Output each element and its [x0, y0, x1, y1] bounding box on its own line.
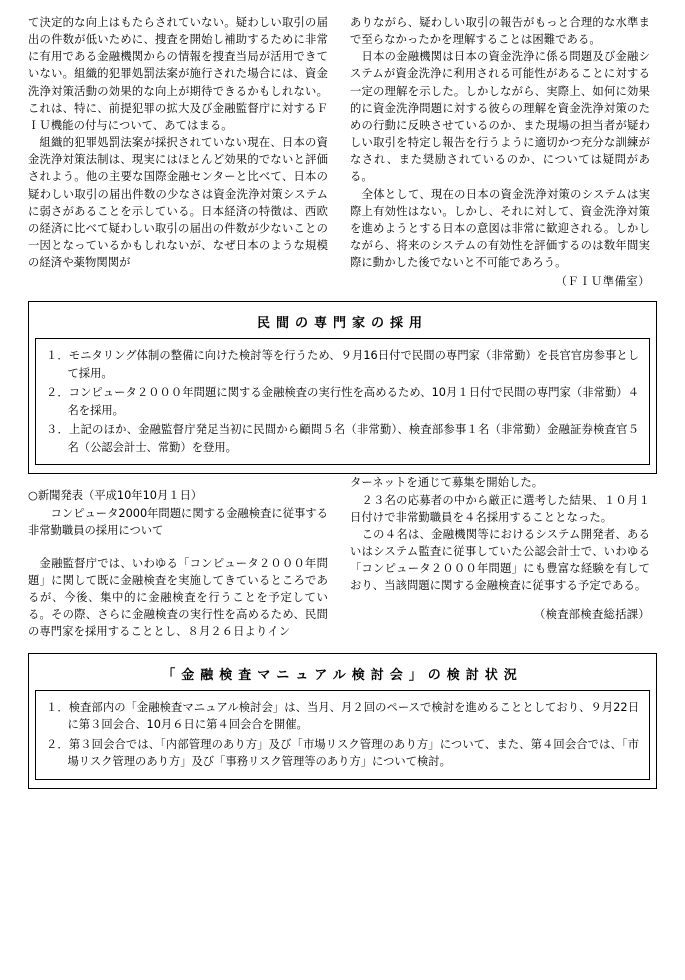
- private-experts-box: [28, 301, 657, 474]
- section3-signature: （検査部検査総括課）: [534, 608, 650, 622]
- inspection-manual-list: [46, 699, 639, 771]
- paragraph: ターネットを通じて募集を開始した。: [350, 476, 544, 490]
- paragraph: 全体として、現在の日本の資金洗浄対策のシステムは実際上有効性はない。しかし、それに対して、資金洗浄対策を進めようとする日本の意図は非常に歓迎される。しかしながら、将来のシステムの有効性を評価するのは数年間実際に動かした後でないと不可能であろう。: [350, 187, 650, 270]
- press-release-right-column: [350, 474, 650, 622]
- paragraph: ２３名の応募者の中から厳正に選考した結果、１０月１日付けで非常勤職員を４名採用することとなった。: [350, 493, 650, 524]
- section-continued-text: [28, 14, 657, 289]
- inspection-manual-title: 「金融検査マニュアル検討会」の検討状況: [162, 667, 523, 683]
- spacer: [28, 540, 328, 555]
- list-item: ２．コンピュータ２０００年問題に関する金融検査の実行性を高めるため、10月１日付で民間の専門家（非常勤）４名を採用。: [46, 386, 639, 417]
- press-release-heading: ○新聞発表（平成10年10月１日）: [28, 489, 203, 503]
- paragraph: 日本の金融機関は日本の資金洗浄に係る問題及び金融システムが資金洗浄に利用される可能性があることに対する一定の理解を示した。しかしながら、実際上、如何に効果的に資金洗浄問題に対する彼らの理解を資金洗浄対策のための行動に反映させているのか、また現場の担当者が疑わしい取引を特定し報告を行うように適切かつ充分な訓練がなされ、また奨励されているのか、については疑問がある。: [350, 50, 650, 184]
- private-experts-inner-box: [35, 338, 650, 465]
- press-release-subheading: コンピュータ2000年問題に関する金融検査に従事する非常勤職員の採用について: [28, 506, 328, 538]
- section1-signature: （ＦＩＵ準備室）: [555, 275, 650, 289]
- list-item: １．検査部内の「金融検査マニュアル検討会」は、当月、月２回のペースで検討を進めることとしており、９月22日に第３回会合、10月６日に第４回会合を開催。: [46, 700, 639, 732]
- press-release-heading-column: [28, 474, 328, 640]
- inspection-manual-inner-box: [35, 690, 650, 780]
- press-release-header-row: [28, 474, 657, 640]
- paragraph: て決定的な向上はもたらされていない。疑わしい取引の届出の件数が低いために、捜査を開始し補助するために非常に有用である金融機関からの情報を捜査当局が活用できていない。組織的犯罪処罰法案が施行された場合には、資金洗浄対策活動の効果的な向上が期待できるかもしれない。これは、特に、前提犯罪の拡大及び金融監督庁に対するＦＩＵ機能の付与について、あてはまる。: [28, 16, 328, 132]
- inspection-manual-box: [28, 653, 657, 789]
- private-experts-title: 民間の専門家の採用: [256, 316, 428, 332]
- paragraph: 金融監督庁では、いわゆる「コンピュータ２０００年問題」に関して既に金融検査を実施してきているところであるが、今後、集中的に金融検査を行うことを予定している。その際、さらに金融検査の実行性を高めるため、民間の専門家を採用することとし、８月２６日よりイン: [28, 556, 328, 639]
- paragraph: ありながら、疑わしい取引の報告がもっと合理的な水準まで至らなかったかを理解することは困難である。: [350, 16, 650, 47]
- private-experts-list: [46, 347, 639, 456]
- section1-right-column: [350, 14, 650, 289]
- paragraph: 組織的犯罪処罰法案が採択されていない現在、日本の資金洗浄対策法制は、現実にはほとんど効果的でないと評価されよう。他の主要な国際金融センターと比べて、日本の疑わしい取引の届出件数の少なさは資金洗浄対策システムに弱さがあることを示している。日本経済の特徴は、西欧の経済に比べて疑わしい取引の届出の件数が少ないことの一因となっているかもしれないが、なぜ日本のような規模の経済や薬物関関が: [28, 136, 328, 270]
- list-item: １．モニタリング体制の整備に向けた検討等を行うため、９月16日付で民間の専門家（非常勤）を長官官房参事として採用。: [46, 349, 639, 380]
- list-item: ３．上記のほか、金融監督庁発足当初に民間から顧問５名（非常勤）、検査部参事１名（非常勤）金融証券検査官５名（公認会計士、常勤）を登用。: [46, 423, 639, 454]
- paragraph: この４名は、金融機関等におけるシステム開発者、あるいはシステム監査に従事していた公認会計士で、いわゆる「コンピュータ２０００年問題」にも豊富な経験を有しており、当該問題に関する金融検査に従事する予定である。: [350, 527, 650, 593]
- section1-left-column: [28, 14, 328, 289]
- list-item: ２．第３回会合では、「内部管理のあり方」及び「市場リスク管理のあり方」について、また、第４回会合では、「市場リスク管理のあり方」及び「事務リスク管理等のあり方」について検討。: [46, 737, 639, 769]
